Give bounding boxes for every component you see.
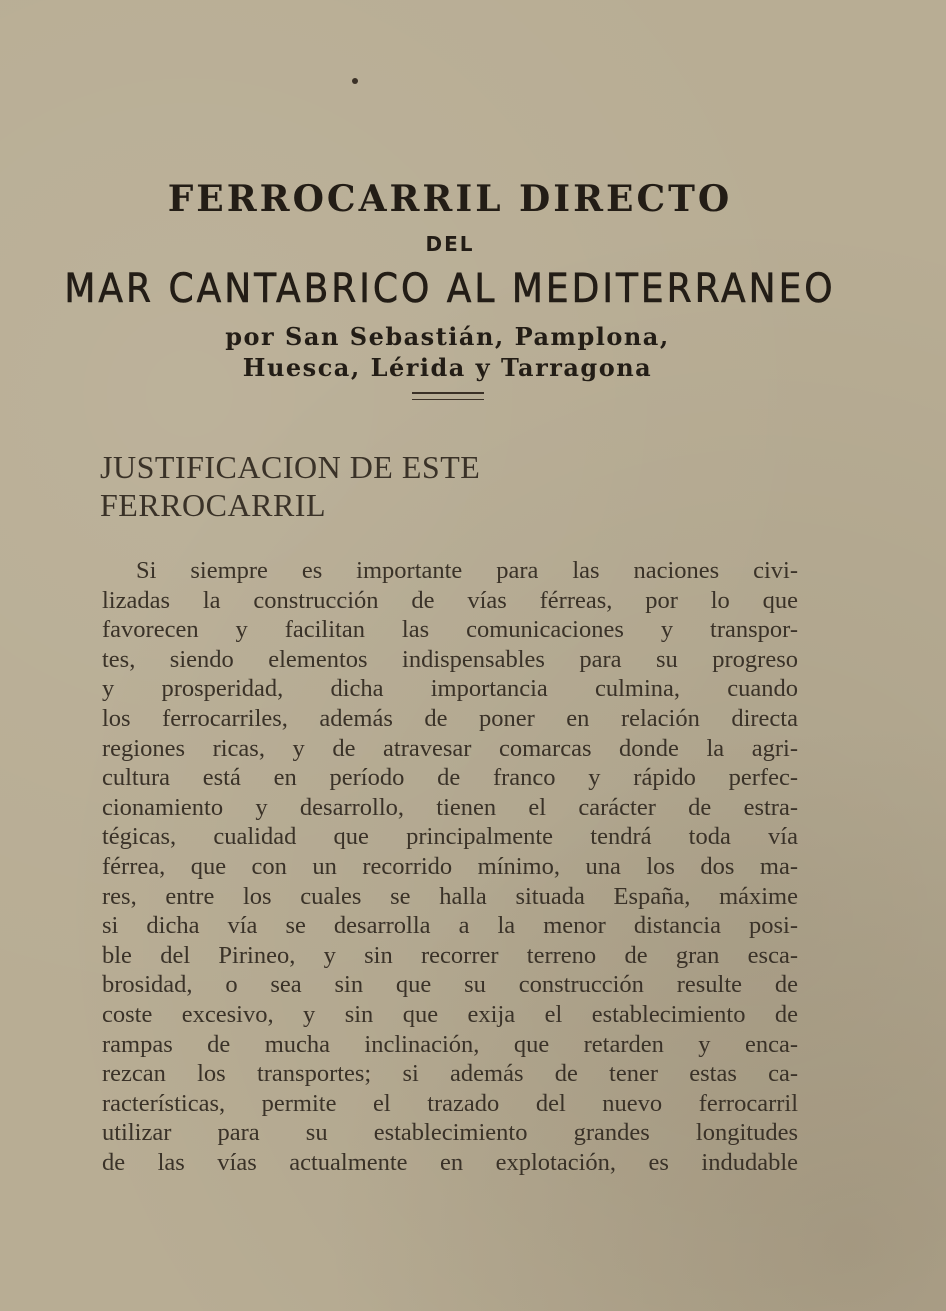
body-line: férrea, que con un recorrido mínimo, una los dos ma- [102,852,798,880]
title-divider [412,392,484,400]
body-line: si dicha vía se desarrolla a la menor distancia posi- [102,912,798,940]
title-line-1: FERROCARRIL DIRECTO [167,178,733,220]
body-line: de las vías actualmente en explotación, es indudable [102,1148,798,1176]
body-line: favorecen y facilitan las comunicaciones y transpor- [102,616,798,644]
title-line-3: MAR CANTABRICO AL MEDITERRANEO [64,266,836,312]
body-line: res, entre los cuales se halla situada España, máxime [102,882,798,910]
subtitle-line-2: Huesca, Lérida y Tarragona [242,353,653,382]
title-line-2: DEL [425,232,475,256]
body-line: los ferrocarriles, además de poner en relación directa [102,704,798,732]
subtitle-line-1: por San Sebastián, Pamplona, [225,322,670,351]
body-line: regiones ricas, y de atravesar comarcas donde la agri- [102,734,798,762]
body-line: cultura está en período de franco y rápido perfec- [102,764,798,792]
body-paragraph [102,556,798,1177]
body-line: y prosperidad, dicha importancia culmina, cuando [102,675,798,703]
section-heading-line-1: JUSTIFICACION DE ESTE [100,449,481,485]
body-line: tégicas, cualidad que principalmente tendrá toda vía [102,823,798,851]
body-line: rampas de mucha inclinación, que retarden y enca- [102,1030,798,1058]
body-line: ble del Pirineo, y sin recorrer terreno de gran esca- [102,941,798,969]
body-line: brosidad, o sea sin que su construcción resulte de [102,971,798,999]
section-heading [100,448,600,524]
body-line: lizadas la construcción de vías férreas, por lo que [102,586,798,614]
ink-speck [352,78,358,84]
body-line: racterísticas, permite el trazado del nuevo ferrocarril [102,1089,798,1117]
body-line: utilizar para su establecimiento grandes longitudes [102,1119,798,1147]
body-line: cionamiento y desarrollo, tienen el carácter de estra- [102,793,798,821]
body-line: rezcan los transportes; si además de tener estas ca- [102,1060,798,1088]
body-line: tes, siendo elementos indispensables para su progreso [102,645,798,673]
section-heading-line-2: FERROCARRIL [100,487,326,523]
body-line: Si siempre es importante para las naciones civi- [136,557,798,584]
body-line: coste excesivo, y sin que exija el establecimiento de [102,1000,798,1028]
